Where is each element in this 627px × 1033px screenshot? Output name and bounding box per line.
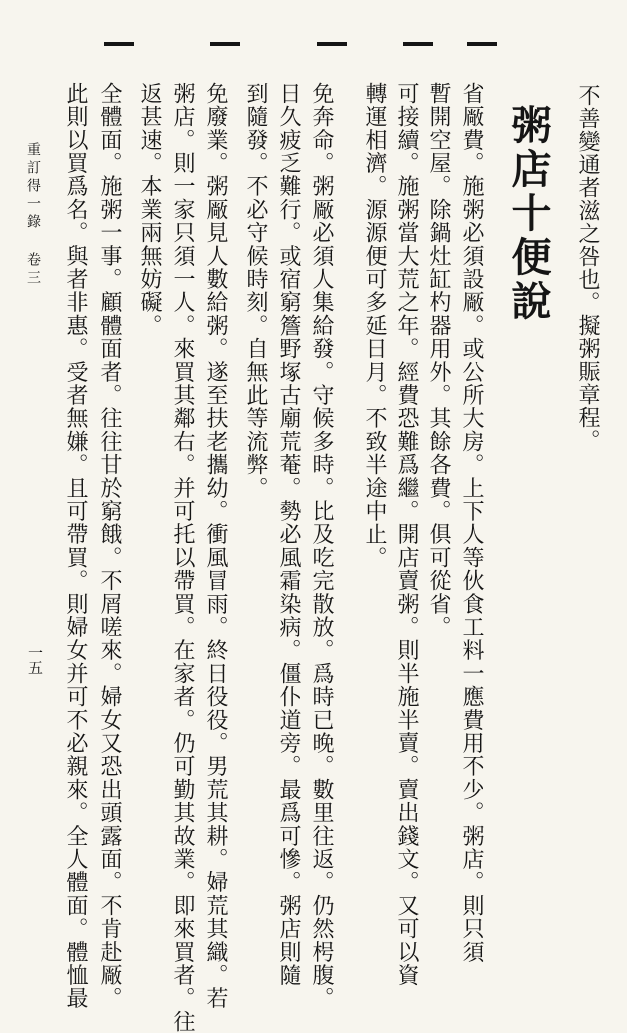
text-column: 日久疲乏難行。或宿窮簷野塚古廟荒菴。勢必風霜染病。僵仆道旁。最爲可慘。粥店則隨 bbox=[276, 82, 301, 987]
text-column: 到隨發。不必守候時刻。自無此等流弊。 bbox=[243, 82, 268, 500]
intro-column: 不善變通者滋之咎也。擬粥賑章程。 bbox=[575, 84, 600, 452]
page-number: 一五 bbox=[26, 645, 44, 675]
text-column: 全體面。施粥一事。顧體面者。往往甘於窮餓。不屑嗟來。婦女又恐出頭露面。不肯赴厰。 bbox=[97, 82, 122, 1010]
text-column: 免奔命。粥厰必須人集給發。守候多時。比及吃完散放。爲時已晚。數里往返。仍然枵腹。 bbox=[309, 82, 334, 1010]
section-title: 粥店十便說 bbox=[505, 104, 552, 324]
text-column: 轉運相濟。源源便可多延日月。不致半途中止。 bbox=[362, 82, 387, 570]
section-mark bbox=[210, 42, 240, 46]
section-mark bbox=[317, 42, 347, 46]
running-head: 重訂得一錄 卷三 bbox=[25, 142, 41, 288]
section-mark bbox=[403, 42, 433, 46]
section-mark bbox=[104, 42, 134, 46]
text-column: 暫開空屋。除鍋灶缸杓器用外。其餘各費。俱可從省。 bbox=[426, 82, 451, 639]
text-column: 返甚速。本業兩無妨礙。 bbox=[137, 82, 162, 338]
text-column: 省厰費。施粥必須設厰。或公所大房。上下人等伙食工料一應費用不少。粥店。則只須 bbox=[459, 82, 484, 964]
text-column: 免廢業。粥厰見人數給粥。遂至扶老攜幼。衝風冒雨。終日役役。男荒其耕。婦荒其織。若 bbox=[203, 82, 228, 1010]
text-column: 可接續。施粥當大荒之年。經費恐難爲繼。開店賣粥。則半施半賣。賣出錢文。又可以資 bbox=[394, 82, 419, 987]
text-column: 粥店。則一家只須一人。來買其鄰右。并可托以帶買。在家者。仍可勤其故業。即來買者。往 bbox=[170, 82, 195, 1033]
text-column: 此則以買爲名。與者非惠。受者無嫌。且可帶買。則婦女并可不必親來。全人體面。體恤最 bbox=[63, 82, 88, 1010]
section-mark bbox=[467, 42, 497, 46]
